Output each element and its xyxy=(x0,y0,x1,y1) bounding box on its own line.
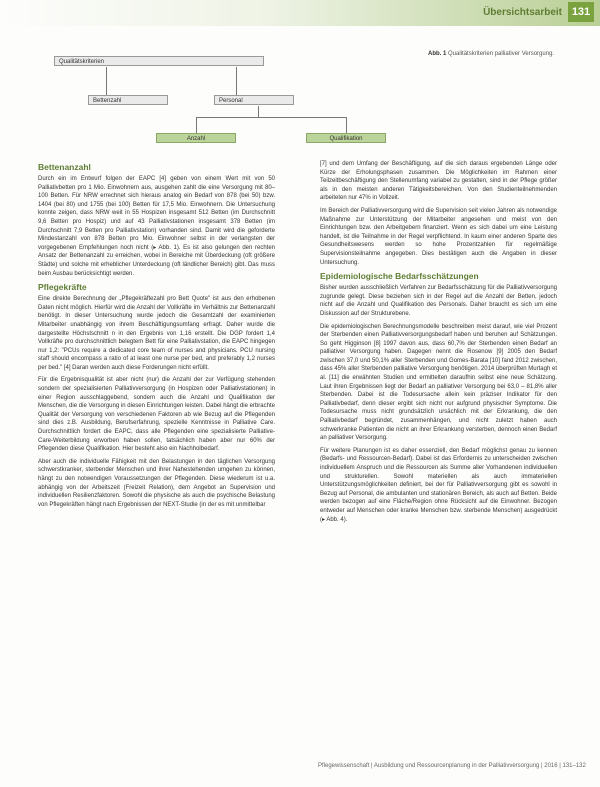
section-heading-epidemiologie: Epidemiologische Bedarfsschätzungen xyxy=(320,271,479,282)
section-heading-pflegekraefte: Pflegekräfte xyxy=(38,282,87,293)
left-column xyxy=(38,160,275,513)
diagram-connector xyxy=(236,67,237,95)
diagram-node-bettenzahl: Bettenzahl xyxy=(88,95,168,105)
paragraph: Im Bereich der Palliativversorgung wird die Supervision seit vielen Jahren als notwendige Maßnahme zur Unterstützung der Mitarbeiter angesehen und meist von den Einrichtungen bzw. den Arbeitgebern finanziert. Wenn es sich dabei um eine Leistung handelt, ist die Teilnahme in der Regel verpflichtend. In kaum einer anderen Sparte des Gesundheitswesens werden so hohe Prozentzahlen für regelmäßige Supervisionsteilnahme angegeben. Dies bestätigen auch die Angaben in dieser Untersuchung. xyxy=(320,207,557,266)
diagram-connector xyxy=(196,117,346,118)
diagram-connector xyxy=(346,117,347,133)
paragraph: Aber auch die individuelle Fähigkeit mit den Belastungen in den täglichen Versorgung schwerstkranker, sterbender Menschen und ihrer Nahestehenden umgehen zu können, hängt zu den notwendigen Voraussetzungen der Pflegenden. Diese wiederum ist u.a. abhängig von der Arbeitszeit (Freizeit Relation), dem Angebot an Supervision und individuellen Resilienzfaktoren. Sowohl die physische als auch die psychische Belastung von Pflegekräften hängt nach Ergebnissen der NEXT-Studie (in der es mit unmittelbar xyxy=(38,458,275,508)
qualitaetskriterien-diagram xyxy=(36,44,406,154)
diagram-node-root: Qualitätskriterien xyxy=(54,56,264,66)
paragraph: [7] und dem Umfang der Beschäftigung, auf die sich daraus ergebenden Länge oder Kürze der Erholungsphasen zusammen. Die Möglichkeiten im Rahmen einer Teilzeitbeschäftigung den Stellenumfang variabel zu gestalten, sind in der Pflege größer als in den meisten anderen Tätigkeitsbereichen. Von den Studienteilnehmenden arbeiteten nur 47% in Vollzeit. xyxy=(320,161,557,202)
figure-caption xyxy=(428,50,578,58)
diagram-node-qualifikation: Qualifikation xyxy=(306,133,386,143)
paragraph: Für weitere Planungen ist es daher essenziell, den Bedarf möglichst genau zu kennen (Bedarfs- und Ressourcen-Bedarf). Dabei ist das Erfordernis zu unterscheiden zwischen individuellem Anspruch und die Ressourcen als Summe aller Vorhandenen individuellen und strukturellen. Sowohl materiellen als auch immateriellen Unterstützungsmöglichkeiten definiert, bei der für Palliativversorgung gibt es sowohl in Bezug auf Personal, die ambulanten und stationären Bereich, als auch auf Betten. Beide werden bezogen auf eine Fläche/Region ohne Rücksicht auf die Einwohner. Bezogen entweder auf Menschen oder kranke Menschen bzw. sterbende Menschen) ausgedrückt (▸ Abb. 4). xyxy=(320,447,557,523)
diagram-node-personal: Personal xyxy=(214,95,294,105)
paragraph: Eine direkte Berechnung der „Pflegekräftezahl pro Bett Quote" ist aus den erhobenen Daten nicht möglich. Hierfür wird die Anzahl der Vollkräfte im Verhältnis zur Bettenanzahl benötigt. In dieser Untersuchung wurde jedoch die Gesamtzahl der examinierten Mitarbeiter unabhängig von ihrem Beschäftigungsumfang erfragt. Daher wurde die dargestellte Höchstschnitt n in den Ergebnis von 1,16 erstellt. Die DGP fordert 1,4 Vollkräfte pro durchschnittlich belegtem Bett für eine Palliativstation, die EAPC hingegen nur 1,2: "PCUs require a dedicated core team of nurses and physicians. PCU nursing staff should encompass a ratio of at least one nurse per bed, and preferably 1,2 nurses per bed." [4] Daran werden auch diese Forderungen nicht erfüllt. xyxy=(38,296,275,371)
page-number: 131 xyxy=(568,2,594,22)
diagram-node-anzahl: Anzahl xyxy=(156,133,236,143)
paragraph: Die epidemiologischen Berechnungsmodelle beschreiben meist darauf, wie viel Prozent der Sterbenden einen Palliativversorgungsbedarf haben und beruhen auf Schätzungen. So geht Higginson [8] 1997 davon aus, dass 60,7% der Sterbenden einen Bedarf an palliativer Versorgung haben. Dagegen nennt die Rosenow [9] 2005 den Bedarf zwischen 37,0 und 50,1% aller Sterbenden und Gomes-Barata [10] fand 2012 zwischen, dass 45% aller Sterbenden palliative Versorgung benötigen. 2014 überprüften Murtagh et al. [11] die erwähnten Studien und ermittelten daraufhin selbst eine neue Schätzung. Laut ihren Ergebnissen liegt der Bedarf an palliativer Versorgung bei 63,0 – 81,8% aller Sterbenden. Dabei ist die Todesursache allein kein präziser Indikator für den Palliativbedarf, denn dieser ergibt sich nicht nur aufgrund physischer Symptome. Die Todesursache muss nicht grundsätzlich ursächlich mit der Erkrankung, die den Palliativbedarf begründet, zusammenhängen, und nicht zuletzt haben auch schwerkranke Patienten die nicht an ihrer Erkrankung versterben, dennoch einen Bedarf an palliativer Versorgung. xyxy=(320,323,557,442)
right-column xyxy=(320,160,557,528)
page-footer: Pflegewissenschaft | Ausbildung und Ressourcenplanung in der Palliativversorgung | 2016 | 131–132 xyxy=(318,763,586,769)
caption-text: Qualitätskriterien palliativer Versorgung. xyxy=(448,51,555,57)
diagram-connector xyxy=(106,67,107,95)
paragraph: Bisher wurden ausschließlich Verfahren zur Bedarfsschätzung für die Palliativversorgung zugrunde gelegt. Diese beziehen sich in der Regel auf die Anzahl der Betten, jedoch nicht auf die Anzahl und Qualifikation des Personals. Daher braucht es sich um eine Diskussion auf der Strukturebene. xyxy=(320,285,557,317)
paragraph: Durch ein im Entwurf folgen der EAPC [4] geben von einem Wert mit von 50 Palliativbetten pro 1 Mio. Einwohnern aus, ausgehen zahlt die eine Versorgung mit 80–100 Betten. Für NRW errechnet sich hieraus analog ein Bedarf von 878 (bei 50) bzw. 1404 (bei 80) und 1755 (bei 100) Betten für 17,5 Mio. Einwohnern. Die Untersuchung konnte zeigen, dass NRW weit in 55 Hospizen insgesamt 512 Betten (im Durchschnitt 9,6 Betten pro Hospiz) und auf 43 Palliativstationen insgesamt 378 Betten (im Durchschnitt 7,9 Betten pro Palliativstation) vorhanden sind. Damit wird die geforderte Mindestanzahl von 878 Betten pro Mio. Einwohner selbst in der verlangsten der vorgegebenen Empfehlungen noch nicht (▸ Abb. 1). Es ist also gelungen den rechten Ansatz der Bettenanzahl zu erreichen, wobei in Bereiche mit Überdeckung (oft größere Städte) und solche mit erheblicher Unterdeckung (oft ländlicher Bereich) gibt. Das muss beim Ausbau berücksichtigt werden. xyxy=(38,176,275,277)
section-heading-bettenanzahl: Bettenanzahl xyxy=(38,162,91,172)
diagram-connector xyxy=(196,117,197,133)
caption-label: Abb. 1 xyxy=(428,51,447,57)
running-header-title: Übersichtsarbeit xyxy=(483,7,562,18)
paragraph: Für die Ergebnisqualität ist aber nicht (nur) die Anzahl der zur Verfügung stehenden sondern der spezialisierten Palliativversorgung (in Hospizen oder Palliativstationen) in einer Region ausschlaggebend, sondern auch die Anzahl und Qualifikation der Menschen, die die Versorgung in diesen Einrichtungen leisten. Dabei hängt die erbrachte Qualität der Versorgung von verschiedenen Faktoren ab wie Bezug auf die Pflegenden sind dies z.B. Ausbildung, Berufserfahrung, spezielle Kenntnisse in Palliative Care. Durchschnittlich fordert die EAPC, dass alle Pflegenden eine spezialisierte Palliative-Care-Weiterbildung erworben haben sollen, tatsächlich haben aber nur 60% der Pflegenden diese Qualifikation. Hier besteht also ein Nachholbedarf. xyxy=(38,377,275,453)
